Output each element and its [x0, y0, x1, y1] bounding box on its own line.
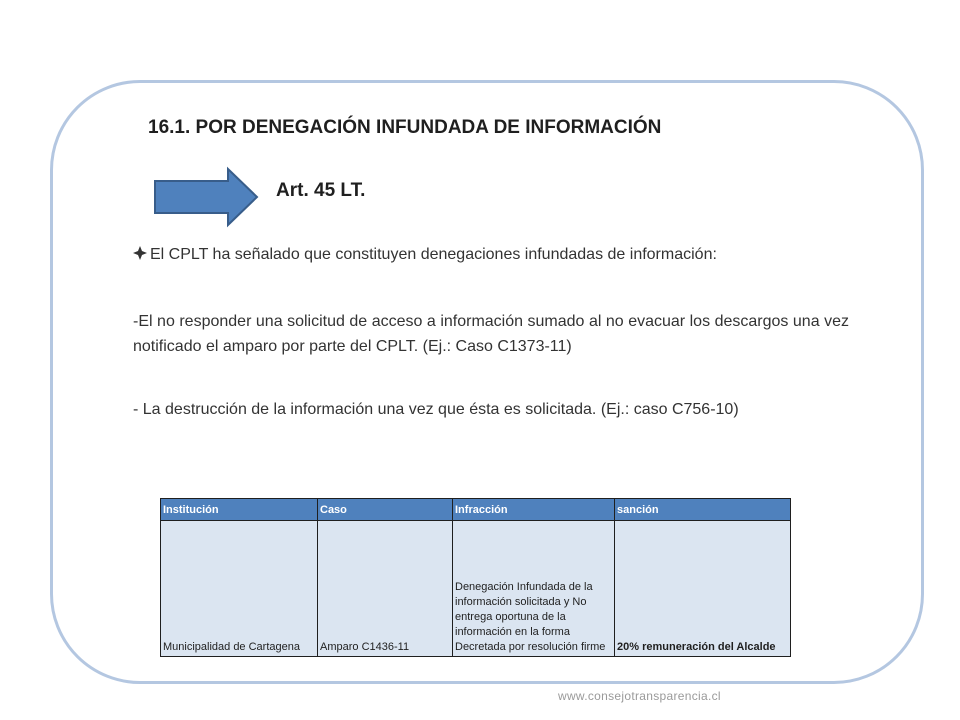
footer-url: www.consejotransparencia.cl: [558, 689, 721, 703]
cell-institucion: Municipalidad de Cartagena: [161, 521, 318, 657]
cell-sancion: 20% remuneración del Alcalde: [615, 521, 791, 657]
column-header-infraccion: Infracción: [453, 499, 615, 521]
bullet-item: [133, 246, 717, 264]
cell-infraccion: Denegación Infundada de la información solicitada y No entrega oportuna de la información en la forma Decretada por resolución firme: [453, 521, 615, 657]
table-row: [161, 521, 791, 657]
slide-title: 16.1. POR DENEGACIÓN INFUNDADA DE INFORMACIÓN: [148, 117, 662, 138]
paragraph-destruction: - La destrucción de la información una vez que ésta es solicitada. (Ej.: caso C756-10): [133, 401, 739, 418]
column-header-institucion: Institución: [161, 499, 318, 521]
right-arrow-icon: [152, 166, 260, 228]
table-header-row: [161, 499, 791, 521]
column-header-caso: Caso: [318, 499, 453, 521]
article-reference: Art. 45 LT.: [276, 180, 366, 201]
cell-caso: Amparo C1436-11: [318, 521, 453, 657]
column-header-sancion: sanción: [615, 499, 791, 521]
diamond-bullet-icon: [133, 246, 147, 260]
sanctions-table: [160, 498, 791, 657]
bullet-text: El CPLT ha señalado que constituyen denegaciones infundadas de información:: [150, 246, 717, 263]
paragraph-no-response: -El no responder una solicitud de acceso a información sumado al no evacuar los descargos una vez notificado el amparo por parte del CPLT. (Ej.: Caso C1373-11): [133, 313, 849, 355]
